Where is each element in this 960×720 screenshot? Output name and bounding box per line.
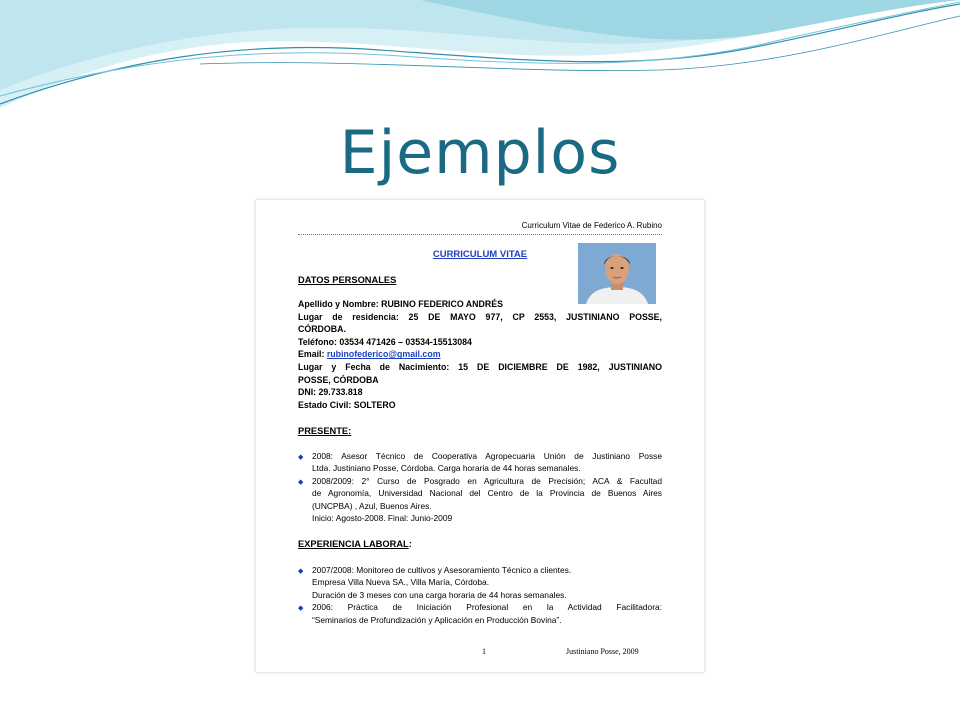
cv-document-image (256, 200, 704, 672)
footer-page-number: 1 (482, 647, 486, 656)
birth-line-2: POSSE, CÓRDOBA (298, 374, 379, 385)
present-list (298, 450, 662, 524)
residence-line: Lugar de residencia: 25 DE MAYO 977, CP 2553, JUSTINIANO POSSE, (298, 311, 662, 322)
email-link[interactable]: rubinofederico@gmail.com (326, 349, 441, 360)
section-personal-data: DATOS PERSONALES (298, 275, 397, 285)
slide-title: Ejemplos (339, 118, 621, 188)
list-item: ◆ 2008: Asesor Técnico de Cooperativa Agropecuaria Unión de Justiniano Posse Ltda. Justiniano Posse, Córdoba. Carga horaria de 44 horas semanales. (298, 451, 662, 474)
bullet-icon: ◆ (298, 605, 304, 613)
document-header: Curriculum Vitae de Federico A. Rubino (298, 221, 662, 235)
header-wave-decoration (0, 0, 960, 120)
email-row (298, 348, 662, 361)
email-label: Email: (298, 349, 327, 360)
cv-heading: CURRICULUM VITAE (432, 249, 528, 260)
profile-photo (578, 243, 656, 304)
section-experience: EXPERIENCIA LABORAL: (298, 539, 412, 549)
bullet-icon: ◆ (298, 454, 304, 461)
bullet-icon: ◆ (298, 478, 304, 486)
residence-line-2: CÓRDOBA. (298, 324, 346, 335)
list-item: ◆ 2006: Práctica de Iniciación Profesional en la Actividad Facilitadora: “Seminarios de Profundización y Aplicación en Producción Bovina”. (298, 602, 662, 625)
civil-status: Estado Civil: SOLTERO (298, 399, 396, 410)
bullet-icon: ◆ (298, 568, 304, 575)
personal-data-block (298, 298, 662, 411)
list-item: ◆ 2008/2009: 2° Curso de Posgrado en Agricultura de Precisión; ACA & Facultad de Agronomía, Universidad Nacional del Centro de la Provincia de Buenos Aires (UNCPBA) , Azul, Buenos Aires. Inicio: Agosto-2008. Final: Junio-2009 (298, 475, 662, 524)
list-item: ◆ 2007/2008: Monitoreo de cultivos y Asesoramiento Técnico a clientes. Empresa Villa Nueva SA., Villa María, Córdoba. Duración de 3 meses con una carga horaria de 44 horas semanales. (298, 565, 572, 600)
birth-line: Lugar y Fecha de Nacimiento: 15 DE DICIEMBRE DE 1982, JUSTINIANO (298, 361, 662, 372)
footer-location: Justiniano Posse, 2009 (566, 647, 639, 656)
dni: DNI: 29.733.818 (298, 387, 363, 398)
experience-list (298, 564, 662, 626)
full-name: Apellido y Nombre: RUBINO FEDERICO ANDRÉS (298, 299, 503, 309)
section-present: PRESENTE: (298, 426, 352, 436)
phone: Teléfono: 03534 471426 – 03534-15513084 (298, 336, 472, 347)
